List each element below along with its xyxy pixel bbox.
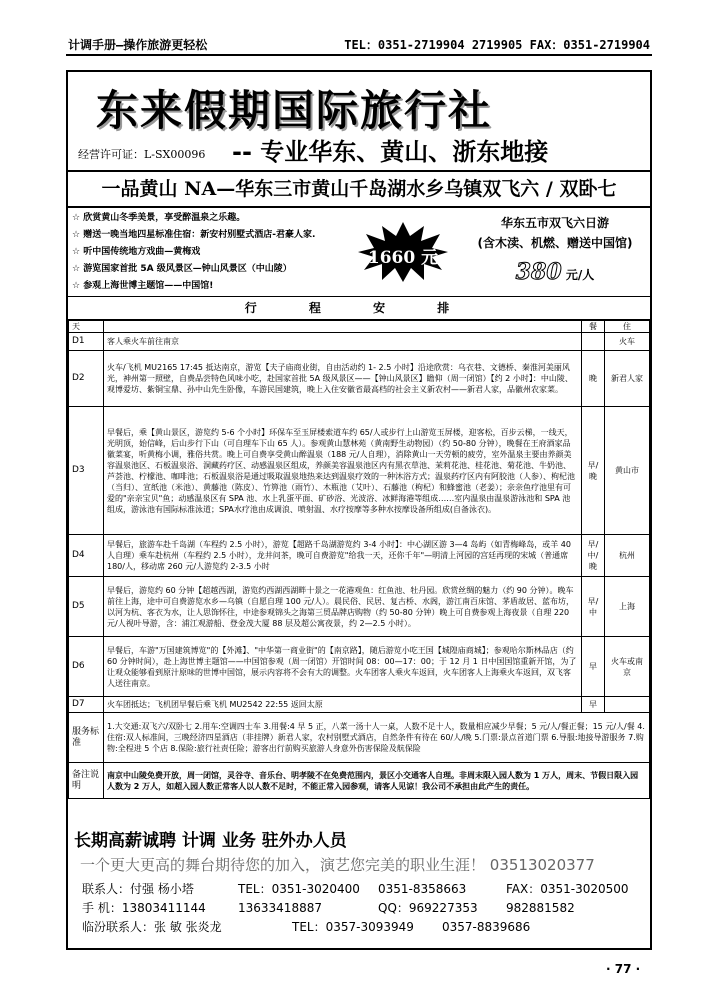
page-number: · 77 · [606,962,641,976]
day-label: D2 [69,351,104,407]
product-name: 华东五市双飞六日游 [500,216,609,230]
header-tagline: 计调手册—操作旅游更轻松 [68,38,208,52]
table-row [69,535,650,577]
highlight-item: ☆ 赠送一晚当地四星标准住宿：新安村别墅式酒店-君豪人家. [72,230,316,240]
contact-linfen-tel: TEL：0357-3093949 [292,920,414,934]
highlights-list [72,210,315,295]
highlight-item: ☆ 参观上海世博主题馆——中国馆! [72,281,214,291]
table-row [69,351,650,407]
contact-linfen-tel2: 0357-8839686 [442,920,531,934]
day-desc: 火车/飞机 MU2165 17:45 抵达南京，游览【夫子庙商业街，自由活动约 1- 2.5 小时】沿途欣赏：乌衣巷、文德桥、秦淮河美丽风光，神州第一照壁，自费品尝特色风味小吃，赴国家首批 5A 级风景区——【钟山风景区】瞻仰（周一闭馆）【约 2 小时】：中山陵、观博爱坊、紫铜宝鼎、孙中山先生卧像，车游民国建筑，晚上入住安徽省最高档的社会主义新农村——新君人家，品徽州农家菜。 [104,351,582,407]
contact-qq: QQ：969227353 [378,901,478,915]
contact-mobile2: 13633418887 [238,901,322,915]
table-row [69,333,650,351]
contact-linfen: 临汾联系人：张 敏 张炎龙 [82,920,222,934]
company-slogan: -- 专业华东、黄山、浙东地接 [232,138,549,166]
table-row [69,407,650,535]
day-meal: 早/晚 [582,407,605,535]
day-label: D4 [69,535,104,577]
day-stay: 上海 [605,577,650,637]
table-row [69,577,650,637]
col-day: 天 [69,321,104,333]
day-stay [605,697,650,713]
contact-tel: TEL：0351-3020400 [238,882,360,896]
day-stay: 新君人家 [605,351,650,407]
day-meal: 晚 [582,351,605,407]
price-badge: 1660 元 [367,248,439,268]
promo-price-unit: 元/人 [565,268,595,282]
recruit-headline: 长期高薪诚聘 计调 业务 驻外办人员 [74,831,347,851]
day-label: D1 [69,333,104,351]
day-meal: 早 [582,697,605,713]
contact-tel2: 0351-8358663 [378,882,467,896]
day-desc: 早餐后，车游"万国建筑博览"的【外滩】、"中华第一商业街"的【南京路】，随后游览小吃王国【城隍庙商城】；参观哈尔斯林品店（约 60 分钟时间），赴上海世博主题馆——中国馆参观（周一闭馆）开馆时间 08：00—17：00；于 12 月 1 日中国国馆重新开馆，为了让观众能够看到原汁原味的世博中国馆，展示内容将不会有大的调整。火车团客人乘火车返回，火车团客人上海乘火车返回，双飞客人送往南京。 [104,637,582,697]
col-stay: 住 [605,321,650,333]
notes-label: 备注说明 [69,763,104,799]
day-desc: 客人乘火车前往南京 [104,333,582,351]
itinerary-table [68,320,650,799]
day-stay: 黄山市 [605,407,650,535]
table-row [69,637,650,697]
price-starburst [358,222,448,282]
contact-people: 联系人：付强 杨小塔 [82,882,194,896]
col-desc [104,321,582,333]
day-stay: 火车 [605,333,650,351]
route-title: 一品黄山 NA—华东三市黄山千岛湖水乡乌镇双飞六 / 双卧七 [68,170,650,208]
itinerary-heading: 行 程 安 排 [68,296,650,320]
promo-price-amount: 380 [515,259,562,285]
day-stay: 火车或南京 [605,637,650,697]
contact-qq2: 982881582 [506,901,575,915]
day-label: D6 [69,637,104,697]
contact-mobile: 手 机：13803411144 [82,901,206,915]
contact-fax: FAX：0351-3020500 [506,882,629,896]
service-text: 1.大交通:双飞六/双卧七 2.用车:空调四士车 3.用餐:4 早 5 正，八菜一汤十人一桌，人数不足十人，数量相应减少早餐；5 元/人/餐正餐；15 元/人/餐 4.住宿:双人标准间，三晚经济四星酒店（非挂牌）新君人家，农村别墅式酒店，自然条件有待在 60/人/晚 5.门票:景点首道门票 6.导服:地接导游服务 7.购物:全程进 5 个店 8.保险:旅行社责任险；游客出行前购买旅游人身意外伤害保险及航保险 [104,713,650,763]
highlight-item: ☆ 欣赏黄山冬季美景，享受醉温泉之乐趣。 [72,213,246,223]
day-meal: 早 [582,637,605,697]
day-label: D3 [69,407,104,535]
day-desc: 早餐后，旅游车赴千岛湖（车程约 2.5 小时），游览【超路千岛湖游览约 3-4 小时】：中心湖区游 3—4 岛屿（如青梅峰岛，或羊 40 人自理）乘车赴杭州（车程约 2.5 小时），龙井问茶，晚可自费游览"给我一天，还你千年"—明清上河园的宫廷再现的宋城（普通席 180/人，移动席 260 元/人游览约 2-3.5 小时 [104,535,582,577]
highlight-item: ☆ 听中国传统地方戏曲—黄梅戏 [72,247,201,257]
notes-row [69,763,650,799]
table-row [69,697,650,713]
day-desc: 早餐后，乘【黄山景区，游览约 5-6 个小时】环保车至玉屏楼索道车约 65/人或步行上山游览玉屏楼，迎客松，百步云梯，一线天，光明顶，始信峰，后山步行下山（可自理车下山 65 人）。参观黄山慧林苑（黄南野生动物园）（约 50-80 分钟），晚餐在王府酒家品徽菜宴，听黄梅小调，雅俗共赏。晚上可自费享受黄山醉温泉（188 元/人自理），消除黄山一天劳顿的疲劳，室外温泉主要由养颜美容温泉池区、石板温泉浴、洞藏药疗区、动感温泉区组成，养颜美容温泉池区内有黑衣草池、茉莉花池、桂花池、菊花池、牛奶池、芦荟池、柠檬池、咖啡池；石板温泉浴是通过吸取温泉地热来达到温泉疗效的一种沐浴方式；温泉药疗区内有阿胶池（人参）、枸杞池（当归）、宣纸池（米池）、黄藤池（陈皮）、竹箅池（雨竹）、木瓶池（艾叶）、石藤池（枸杞）和蜂蜜池（老姜）；亲亲鱼疗池里有可爱的"亲亲宝贝"鱼；动感温泉区有 SPA 池、水上乳蛋平面、矿砂浴、光波浴、冰鲜海港等组成……室内温泉由温泉游泳池和 SPA 池组成，游泳池有国际标准泳道；SPA水疗池由成调浪、喷射温、水疗按摩等多种水按摩设备所组成(自备泳衣)。 [104,407,582,535]
highlight-item: ☆ 游览国家首批 5A 级风景区—钟山风景区（中山陵） [72,264,292,274]
promo-price [462,259,648,285]
day-desc: 早餐后，游览约 60 分钟【超越西湖，游览约西湖西湖畔十景之一花港观鱼：红鱼池、牡丹园。欣赏丝绸的魅力（约 90 分钟）。晚车前往上海，途中可自费游览水乡—乌镇（自愿自理 100 元/人）。晨民俗、民居、复古桥、水阁，游江南百床馆、茅盾故居、蓝布坊，以河为杭、客衣为水，让人思饰怀往，中途参观锦头之海第三贸品牌店购物（约 50-80 分钟）晚上可自费参观上海夜景（自理 220 元/人视叶导游，含：浦江观游船、登金茂大厦 88 层及超公寓夜景，约 2—2.5 小时）。 [104,577,582,637]
day-label: D7 [69,697,104,713]
day-label: D5 [69,577,104,637]
notes-text: 南京中山陵免费开放，周一闭馆，灵谷寺、音乐台、明孝陵不在免费范围内，景区小交通客人自理。非周末限入园人数为 1 万人，周末、节假日限入园人数为 2 万人，如超入园人数正常客人以人数不足时，不能正常入园参观，请客人见谅！我公司不承担由此产生的责任。 [104,763,650,799]
day-meal: 早/中 [582,577,605,637]
product-includes: (含木渎、机燃、赠送中国馆) [477,236,633,250]
license-number: 经营许可证：L-SX00096 [78,148,206,161]
header-bar [66,34,652,56]
day-desc: 火车团抵达；飞机团早餐后乘飞机 MU2542 22:55 返回太原 [104,697,582,713]
day-meal: 早/中/晚 [582,535,605,577]
company-name: 东来假期国际旅行社 [96,86,493,135]
recruit-tagline: 一个更大更高的舞台期待您的加入，演艺您完美的职业生涯！ 03513020377 [80,856,595,874]
promo-box [462,214,648,285]
day-meal [582,333,605,351]
header-phone-fax: TEL：0351-2719904 2719905 FAX：0351-2719904 [344,38,650,52]
service-row [69,713,650,763]
itinerary-header-row [69,321,650,333]
col-meal: 餐 [582,321,605,333]
service-label: 服务标准 [69,713,104,763]
day-stay: 杭州 [605,535,650,577]
